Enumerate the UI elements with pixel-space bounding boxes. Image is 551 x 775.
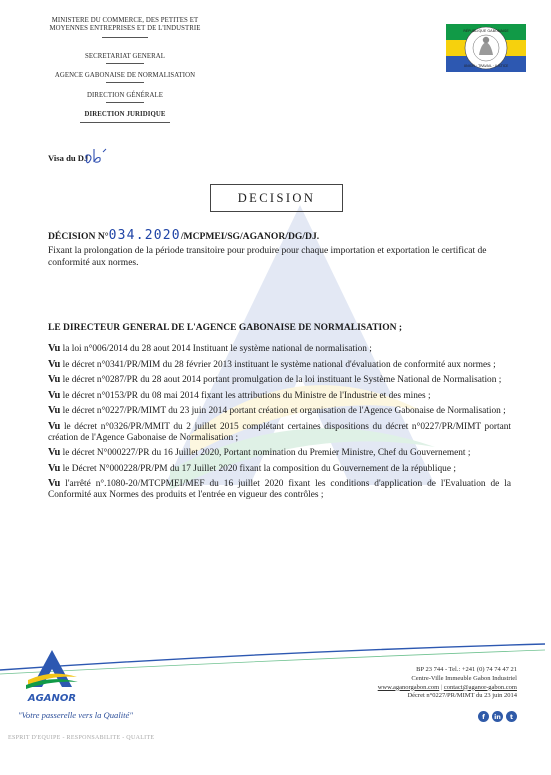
visa-text: le décret n°0153/PR du 08 mai 2014 fixant les attributions du Ministre de l'Industrie et des mines ; [60,390,431,401]
visa-label: Visa du DJ [48,153,89,163]
divider [106,63,144,64]
direction-generale: DIRECTION GÉNÉRALE [87,92,163,99]
secretariat-general: SECRETARIAT GENERAL [85,53,165,60]
ministry-name: MINISTERE DU COMMERCE, DES PETITES ET MOYENNES ENTREPRISES ET DE L'INDUSTRIE [49,17,201,32]
divider [102,37,148,38]
logo-text: AGANOR [27,693,77,704]
emblem-top-text: RÉPUBLIQUE GABONAISE [463,29,509,33]
gabon-flag-emblem [446,24,526,72]
reference-suffix: /MCPMEI/SG/AGANOR/DG/DJ. [180,231,320,242]
facebook-icon[interactable]: f [478,711,489,722]
web-contacts [287,684,517,693]
divider [106,102,144,103]
visa-item [48,463,511,475]
vu-label: Vu [48,358,61,370]
visa-item [48,359,511,371]
visa-text: le décret n°0341/PR/MIM du 28 février 2013 instituant le système national d'évaluation de conformité aux normes ; [60,359,496,370]
vu-label: Vu [48,343,61,354]
reference-prefix: DÉCISION N° [48,231,109,242]
vu-label: Vu [48,405,61,416]
linkedin-icon[interactable]: in [492,711,503,722]
decision-title: DECISION [237,190,316,205]
postal-address: BP 23 744 - Tel.: +241 (0) 74 74 47 21 [416,666,517,673]
visa-text: le Décret N°000228/PR/PM du 17 Juillet 2020 fixant la composition du Gouvernement de la république ; [60,463,456,474]
visa-text: la loi n°006/2014 du 28 aout 2014 Instituant le système national de normalisation ; [60,344,372,354]
divider [106,82,144,83]
visa-item [48,447,511,459]
visa-list [48,343,511,505]
emblem-bottom-text: UNION · TRAVAIL · JUSTICE [463,64,509,68]
separator: | [440,683,443,691]
agency-name: AGENCE GABONAISE DE NORMALISATION [54,72,196,79]
visa-text: le décret n°0227/PR/MIMT du 23 juin 2014 portant création et organisation de l'Agence Gabonaise de Normalisation ; [60,406,506,416]
visa-item [48,405,511,417]
twitter-icon[interactable]: t [506,711,517,722]
direction-juridique: DIRECTION JURIDIQUE [84,111,166,118]
visa-item [48,390,511,402]
vu-label: Vu [48,420,61,432]
office-location: Centre-Ville Immeuble Gabon Industriel [411,674,517,682]
email-link[interactable]: contact@aganor-gabon.com [443,683,517,691]
vu-label: Vu [48,478,61,490]
visa-text: le décret n°0287/PR du 28 aout 2014 portant promulgation de la loi instituant le Système National de Normalisation ; [60,375,502,385]
vu-label: Vu [48,462,61,474]
decision-subject: Fixant la prolongation de la période transitoire pour produire pour chaque importation et exportation le certificat de conformité aux normes. [48,246,487,268]
vu-label: Vu [48,447,61,459]
creation-decree: Décret n°0227/PR/MIMT du 23 juin 2014 [407,692,517,700]
decision-reference [48,228,319,243]
handwritten-initials [83,146,127,166]
visa-text: l'arrêté n°.1080-20/MTCPMEI/MEF du 16 juillet 2020 fixant les conditions d'application de l'Evaluation de la Conformité aux Normes des produits et l'entrée en vigueur des contrôles ; [48,479,511,501]
visa-item [48,478,511,501]
decision-number: 034.2020 [108,228,181,243]
visa-text: le décret N°000227/PR du 16 Juillet 2020, Portant nomination du Premier Ministre, Chef du Gouvernement ; [60,448,471,459]
vu-label: Vu [48,374,61,385]
visa-item [48,374,511,386]
divider [80,122,170,123]
visa-item [48,421,511,444]
visa-item [48,343,511,355]
aganor-logo [22,647,82,705]
website-link[interactable]: www.aganorgabon.com [377,683,440,691]
decision-title-box [210,184,343,212]
visa-text: le décret n°0326/PR/MMIT du 2 juillet 2015 complétant certaines dispositions du décret n°0227/PR/MIMT portant création de l'Agence Gabonaise de Normalisation ; [48,421,511,443]
director-general-heading: LE DIRECTEUR GENERAL DE L'AGENCE GABONAISE DE NORMALISATION ; [48,323,403,333]
vu-label: Vu [48,389,61,401]
slogan: "Votre passerelle vers la Qualité" [18,710,133,720]
social-links [478,711,517,722]
company-values: ESPRIT D'EQUIPE - RESPONSABILITE - QUALITE [8,735,155,741]
contact-block [287,666,517,701]
